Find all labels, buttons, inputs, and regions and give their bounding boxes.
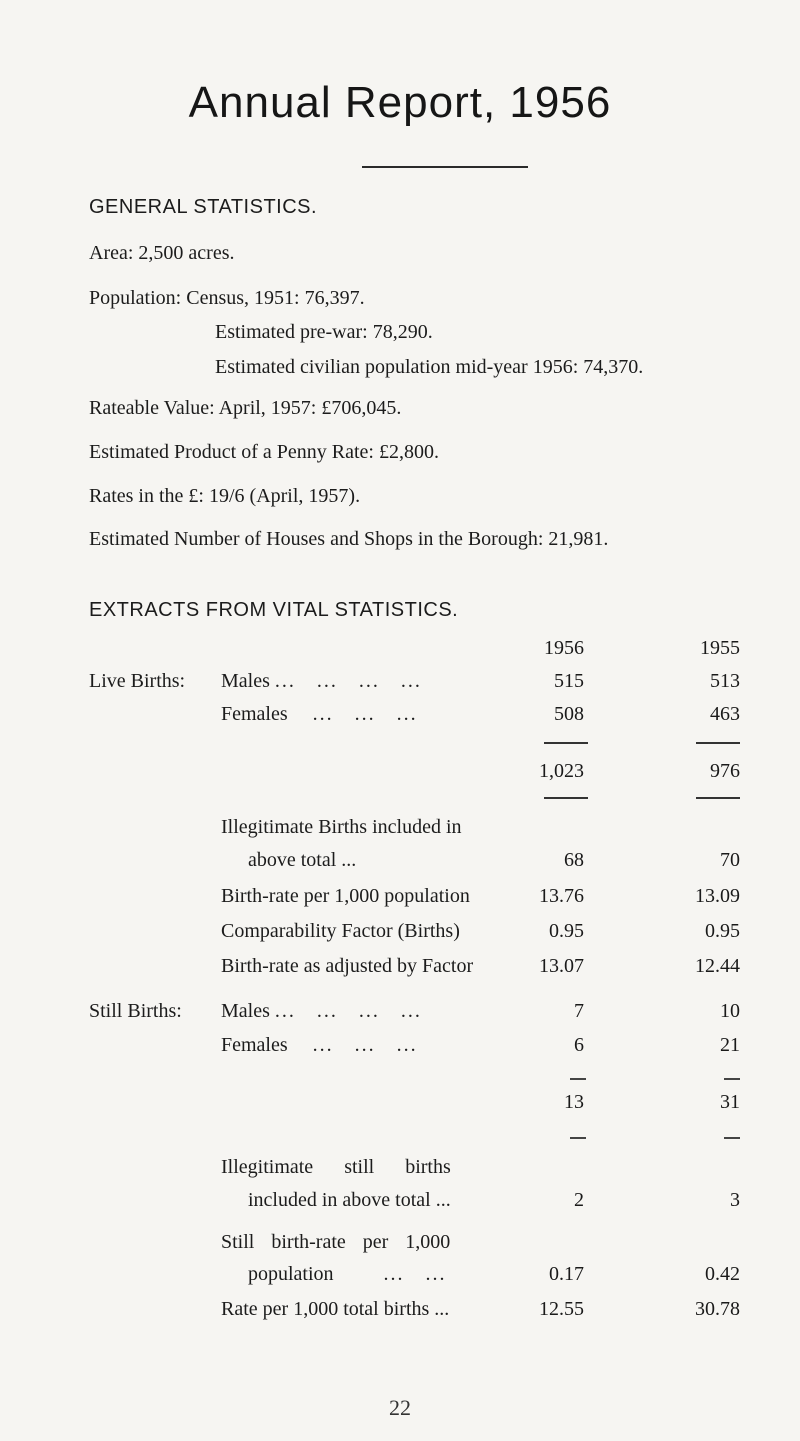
birth-rate-1955: 13.09 bbox=[695, 885, 740, 907]
adjusted-rate-1955: 12.44 bbox=[695, 955, 740, 977]
rate-total-births-label: Rate per 1,000 total births ... bbox=[221, 1298, 450, 1320]
comparability-label: Comparability Factor (Births) bbox=[221, 920, 460, 942]
penny-rate-line: Estimated Product of a Penny Rate: £2,800. bbox=[89, 441, 439, 463]
still-total-dash-1956 bbox=[570, 1137, 586, 1139]
rateable-value-line: Rateable Value: April, 1957: £706,045. bbox=[89, 397, 402, 419]
still-total-dash-1955 bbox=[724, 1137, 740, 1139]
still-births-label: Still Births: bbox=[89, 1000, 182, 1022]
birth-rate-label: Birth-rate per 1,000 population bbox=[221, 885, 470, 907]
still-males-1956: 7 bbox=[574, 1000, 584, 1022]
adjusted-rate-label: Birth-rate as adjusted by Factor bbox=[221, 955, 474, 977]
illegit-1956: 68 bbox=[564, 849, 584, 871]
year-header-1955: 1955 bbox=[700, 637, 740, 659]
vital-statistics-heading: EXTRACTS FROM VITAL STATISTICS. bbox=[89, 599, 459, 621]
still-females-1956: 6 bbox=[574, 1034, 584, 1056]
general-statistics-heading: GENERAL STATISTICS. bbox=[89, 196, 318, 218]
still-subtotal-dash-1955 bbox=[724, 1078, 740, 1080]
still-rate-label-line1: Still birth-rate per 1,000 bbox=[221, 1231, 451, 1253]
live-males-label: Males ... ... ... ... bbox=[221, 670, 422, 692]
adjusted-rate-1956: 13.07 bbox=[539, 955, 584, 977]
page-number: 22 bbox=[389, 1395, 411, 1420]
population-census-line: Population: Census, 1951: 76,397. bbox=[89, 287, 365, 309]
houses-shops-line: Estimated Number of Houses and Shops in the Borough: 21,981. bbox=[89, 528, 609, 550]
still-males-1955: 10 bbox=[720, 1000, 740, 1022]
still-total-1956: 13 bbox=[564, 1091, 584, 1113]
still-rate-label-line2: population ... ... bbox=[248, 1263, 447, 1285]
rate-total-births-1956: 12.55 bbox=[539, 1298, 584, 1320]
live-females-label: Females ... ... ... bbox=[221, 703, 418, 725]
still-males-label: Males ... ... ... ... bbox=[221, 1000, 422, 1022]
area-line: Area: 2,500 acres. bbox=[89, 242, 235, 264]
still-females-label: Females ... ... ... bbox=[221, 1034, 418, 1056]
illegit-still-label-line2: included in above total ... bbox=[248, 1189, 451, 1211]
live-males-1955: 513 bbox=[710, 670, 740, 692]
illegit-still-1955: 3 bbox=[730, 1189, 740, 1211]
still-females-1955: 21 bbox=[720, 1034, 740, 1056]
population-prewar-line: Estimated pre-war: 78,290. bbox=[215, 321, 433, 343]
live-total-1955: 976 bbox=[710, 760, 740, 782]
rates-in-pound-line: Rates in the £: 19/6 (April, 1957). bbox=[89, 485, 361, 507]
rate-total-births-1955: 30.78 bbox=[695, 1298, 740, 1320]
live-total-rule-1955 bbox=[696, 797, 740, 799]
illegit-label-line2: above total ... bbox=[248, 849, 357, 871]
comparability-1955: 0.95 bbox=[705, 920, 740, 942]
birth-rate-1956: 13.76 bbox=[539, 885, 584, 907]
illegit-label-line1: Illegitimate Births included in bbox=[221, 816, 462, 838]
comparability-1956: 0.95 bbox=[549, 920, 584, 942]
live-males-1956: 515 bbox=[554, 670, 584, 692]
illegit-1955: 70 bbox=[720, 849, 740, 871]
year-header-1956: 1956 bbox=[544, 637, 584, 659]
page-title: Annual Report, 1956 bbox=[188, 78, 612, 127]
live-females-1956: 508 bbox=[554, 703, 584, 725]
live-females-1955: 463 bbox=[710, 703, 740, 725]
live-total-1956: 1,023 bbox=[539, 760, 584, 782]
still-rate-1956: 0.17 bbox=[549, 1263, 584, 1285]
still-subtotal-dash-1956 bbox=[570, 1078, 586, 1080]
still-total-1955: 31 bbox=[720, 1091, 740, 1113]
population-midyear-line: Estimated civilian population mid-year 1956: 74,370. bbox=[215, 356, 644, 378]
live-subtotal-rule-1955 bbox=[696, 742, 740, 744]
illegit-still-1956: 2 bbox=[574, 1189, 584, 1211]
still-rate-1955: 0.42 bbox=[705, 1263, 740, 1285]
live-total-rule-1956 bbox=[544, 797, 588, 799]
title-underline bbox=[362, 166, 528, 168]
live-subtotal-rule-1956 bbox=[544, 742, 588, 744]
live-births-label: Live Births: bbox=[89, 670, 186, 692]
illegit-still-label-line1: Illegitimate still births bbox=[221, 1156, 451, 1178]
